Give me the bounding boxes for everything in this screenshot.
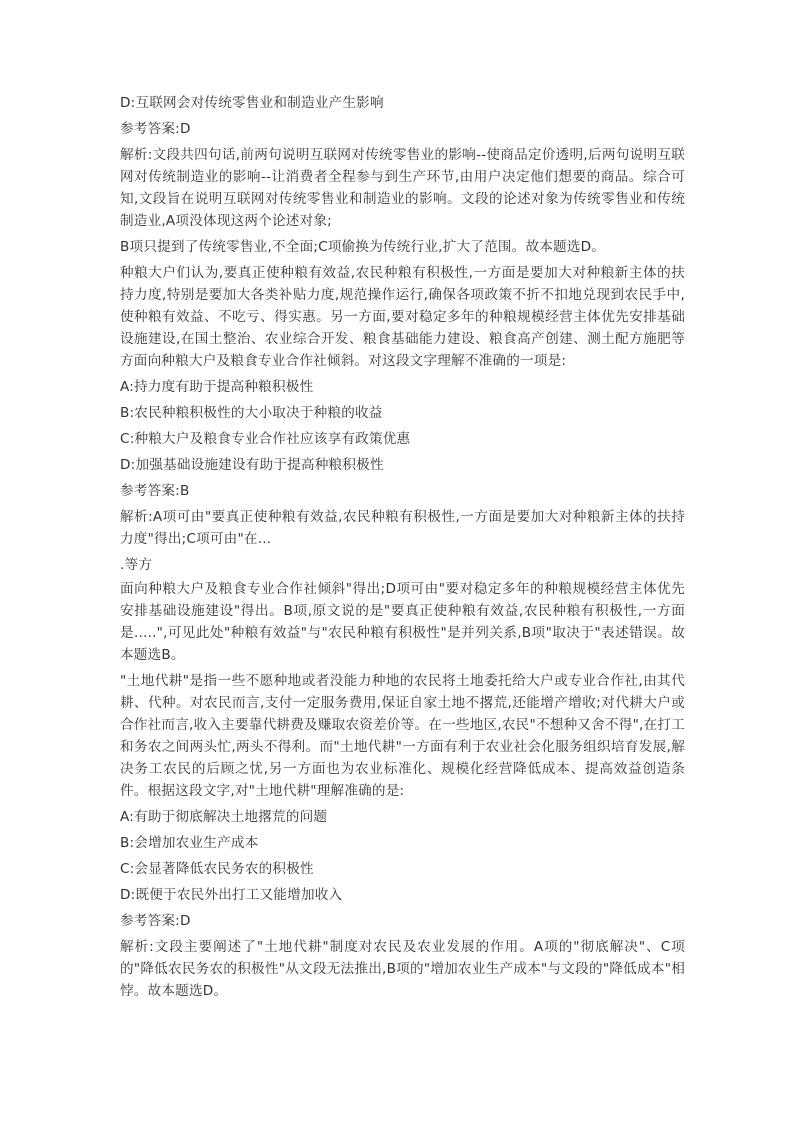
option-a-q3: A:有助于彻底解决土地撂荒的问题 (120, 809, 328, 825)
option-b-q3: B:会增加农业生产成本 (120, 835, 259, 851)
option-c-q2: C:种粮大户及粮食专业合作社应该享有政策优惠 (120, 431, 411, 447)
explanation-q1-cont: B项只提到了传统零售业,不全面;C项偷换为传统行业,扩大了范围。故本题选D。 (120, 239, 606, 255)
document-body (120, 92, 685, 1006)
explanation-q3: 解析:文段主要阐述了"土地代耕"制度对农民及农业发展的作用。A项的"彻底解决"、C项的"降低农民务农的积极性"从文段无法推出,B项的"增加农业生产成本"与文段的"降低成本"相悖。故本题选D。 (120, 939, 685, 999)
question-q3: "土地代耕"是指一些不愿种地或者没能力种地的农民将土地委托给大户或专业合作社,由其代耕、代种。对农民而言,支付一定服务费用,保证自家土地不撂荒,还能增产增收;对代耕大户或合作社而言,收入主要靠代耕费及赚取农资差价等。在一些地区,农民"不想种又舍不得",在打工和务农之间两头忙,两头不得利。而"土地代耕"一方面有利于农业社会化服务组织培育发展,解决务工农民的后顾之忧,另一方面也为农业标准化、规模化经营降低成本、提高效益创造条件。根据这段文字,对"土地代耕"理解准确的是: (120, 673, 685, 799)
question-q2: 种粮大户们认为,要真正使种粮有效益,农民种粮有积极性,一方面是要加大对种粮新主体的扶持力度,特别是要加大各类补贴力度,规范操作运行,确保各项政策不折不扣地兑现到农民手中,使种粮有效益、不吃亏、得实惠。另一方面,要对稳定多年的种粮规模经营主体优先安排基础设施建设,在国土整治、农业综合开发、粮食基础能力建设、粮食高产创建、测土配方施肥等方面向种粮大户及粮食专业合作社倾斜。对这段文字理解不准确的一项是: (120, 265, 685, 369)
explanation-q2-cont: 面向种粮大户及粮食专业合作社倾斜"得出;D项可由"要对稳定多年的种粮规模经营主体优先安排基础设施建设"得出。B项,原文说的是"要真正使种粮有效益,农民种粮有积极性,一方面是.....",可见此处"种粮有效益"与"农民种粮有积极性"是并列关系,B项"取决于"表述错误。故本题选B。 (120, 581, 685, 663)
answer-q3: 参考答案:D (120, 913, 191, 929)
option-d-q2: D:加强基础设施建设有助于提高种粮积极性 (120, 457, 384, 473)
option-c-q3: C:会显著降低农民务农的积极性 (120, 861, 314, 877)
option-a-q2: A:持力度有助于提高种粮积极性 (120, 379, 314, 395)
option-d-q1: D:互联网会对传统零售业和制造业产生影响 (120, 95, 384, 111)
option-d-q3: D:既便于农民外出打工又能增加收入 (120, 887, 343, 903)
option-b-q2: B:农民种粮积极性的大小取决于种粮的收益 (120, 405, 383, 421)
answer-q2: 参考答案:B (120, 483, 190, 499)
answer-q1: 参考答案:D (120, 121, 191, 137)
fragment-line: .等方 (120, 557, 153, 573)
explanation-q2: 解析:A项可由"要真正使种粮有效益,农民种粮有积极性,一方面是要加大对种粮新主体的扶持力度"得出;C项可由"在... (120, 509, 685, 547)
explanation-q1: 解析:文段共四句话,前两句说明互联网对传统零售业的影响--使商品定价透明,后两句说明互联网对传统制造业的影响--让消费者全程参与到生产环节,由用户决定他们想要的商品。综合可知,文段旨在说明互联网对传统零售业和制造业的影响。文段的论述对象为传统零售业和传统制造业,A项没体现这两个论述对象; (120, 147, 685, 229)
